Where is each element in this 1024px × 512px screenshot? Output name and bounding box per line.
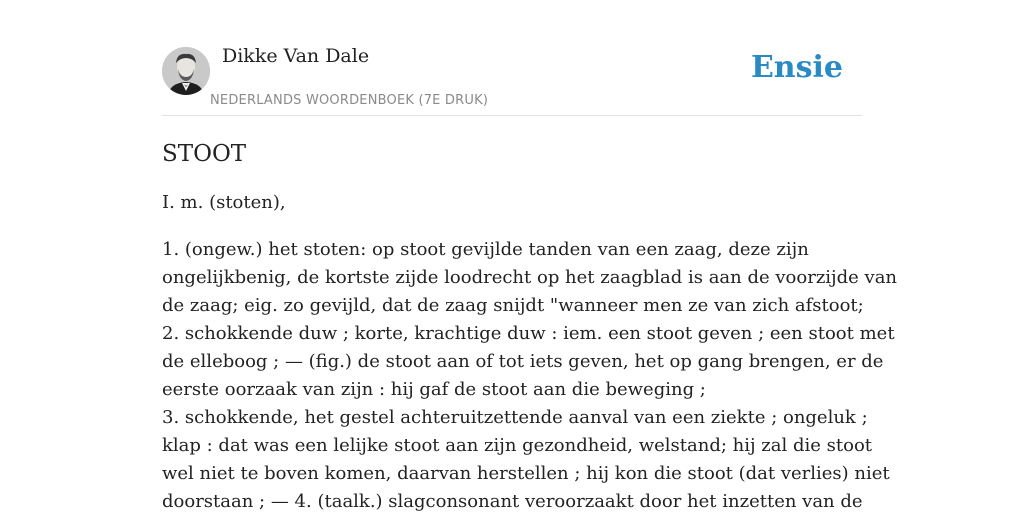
definition-line: 3. schokkende, het gestel achteruitzettende aanval van een ziekte ; ongeluk ; (162, 407, 868, 428)
definition-line: 1. (ongew.) het stoten: op stoot gevijlde tanden van een zaag, deze zijn (162, 239, 809, 260)
entry-grammar: I. m. (stoten), (162, 192, 286, 213)
author-name[interactable]: Dikke Van Dale (222, 45, 370, 67)
definition-line: de elleboog ; — (fig.) de stoot aan of tot iets geven, het op gang brengen, er de (162, 351, 884, 372)
entry-title: STOOT (162, 141, 247, 167)
entry-definition (162, 236, 898, 512)
definition-line: eerste oorzaak van zijn : hij gaf de stoot aan die beweging ; (162, 379, 706, 400)
definition-line: doorstaan ; — 4. (taalk.) slagconsonant veroorzaakt door het inzetten van de (162, 491, 863, 512)
ensie-logo-link[interactable]: Ensie (750, 50, 843, 85)
entry-header (162, 0, 862, 116)
portrait-image (162, 47, 210, 95)
definition-line: klap : dat was een lelijke stoot aan zijn gezondheid, welstand; hij zal die stoot (162, 435, 873, 456)
dictionary-source[interactable]: NEDERLANDS WOORDENBOEK (7E DRUK) (210, 93, 489, 108)
definition-line: de zaag; eig. zo gevijld, dat de zaag snijdt "wanneer men ze van zich afstoot; (162, 295, 864, 316)
definition-line: ongelijkbenig, de kortste zijde loodrecht op het zaagblad is aan de voorzijde van (162, 267, 898, 288)
definition-line: wel niet te boven komen, daarvan herstellen ; hij kon die stoot (dat verlies) niet (162, 463, 890, 484)
definition-line: 2. schokkende duw ; korte, krachtige duw : iem. een stoot geven ; een stoot met (162, 323, 895, 344)
author-avatar[interactable] (162, 47, 210, 95)
entry-container (162, 0, 898, 512)
